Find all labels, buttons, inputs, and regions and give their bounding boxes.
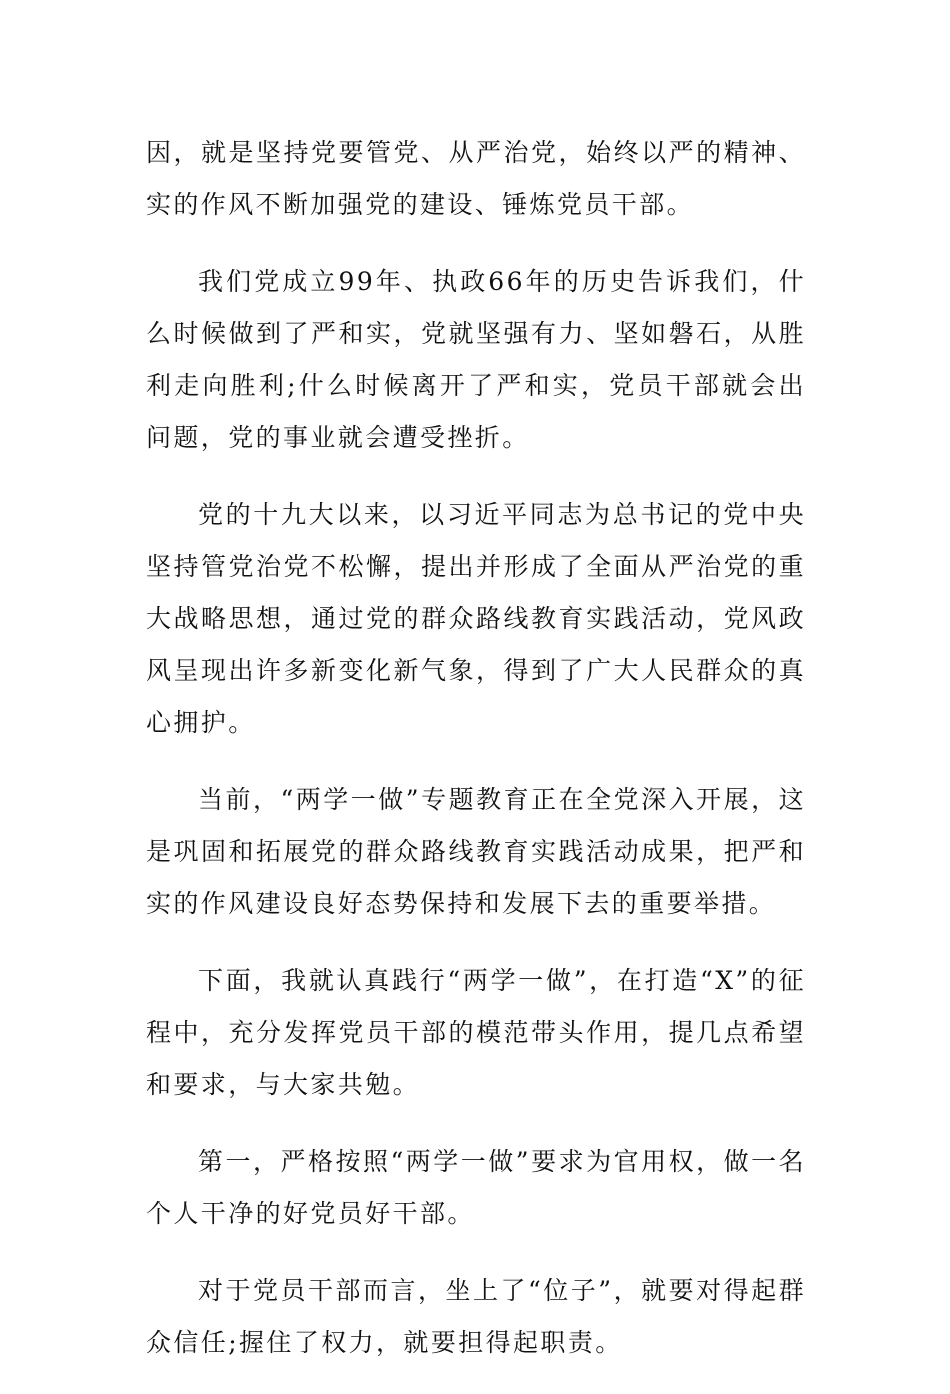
paragraph-point-one: 第一，严格按照“两学一做”要求为官用权，做一名个人干净的好党员好干部。	[146, 1147, 806, 1228]
paragraph-party-history: 我们党成立99年、执政66年的历史告诉我们，什么时候做到了严和实，党就坚强有力、坚如磐石，从胜利走向胜利;什么时候离开了严和实，党员干部就会出问题，党的事业就会遭受挫折。	[146, 267, 806, 452]
paragraph-continuation: 因，就是坚持党要管党、从严治党，始终以严的精神、实的作风不断加强党的建设、锤炼党员干部。	[146, 138, 806, 219]
paragraph-nineteenth-congress: 党的十九大以来，以习近平同志为总书记的党中央坚持管党治党不松懈，提出并形成了全面从严治党的重大战略思想，通过党的群众路线教育实践活动，党风政风呈现出许多新变化新气象，得到了广大人民群众的真心拥护。	[146, 500, 806, 737]
paragraph-cadre-responsibility: 对于党员干部而言，坐上了“位子”，就要对得起群众信任;握住了权力，就要担得起职责。	[146, 1276, 806, 1357]
document-body	[146, 127, 806, 1394]
paragraph-requirements-intro: 下面，我就认真践行“两学一做”，在打造“X”的征程中，充分发挥党员干部的模范带头作用，提几点希望和要求，与大家共勉。	[146, 966, 806, 1099]
paragraph-two-studies-one-action: 当前，“两学一做”专题教育正在全党深入开展，这是巩固和拓展党的群众路线教育实践活动成果，把严和实的作风建设良好态势保持和发展下去的重要举措。	[146, 785, 806, 918]
